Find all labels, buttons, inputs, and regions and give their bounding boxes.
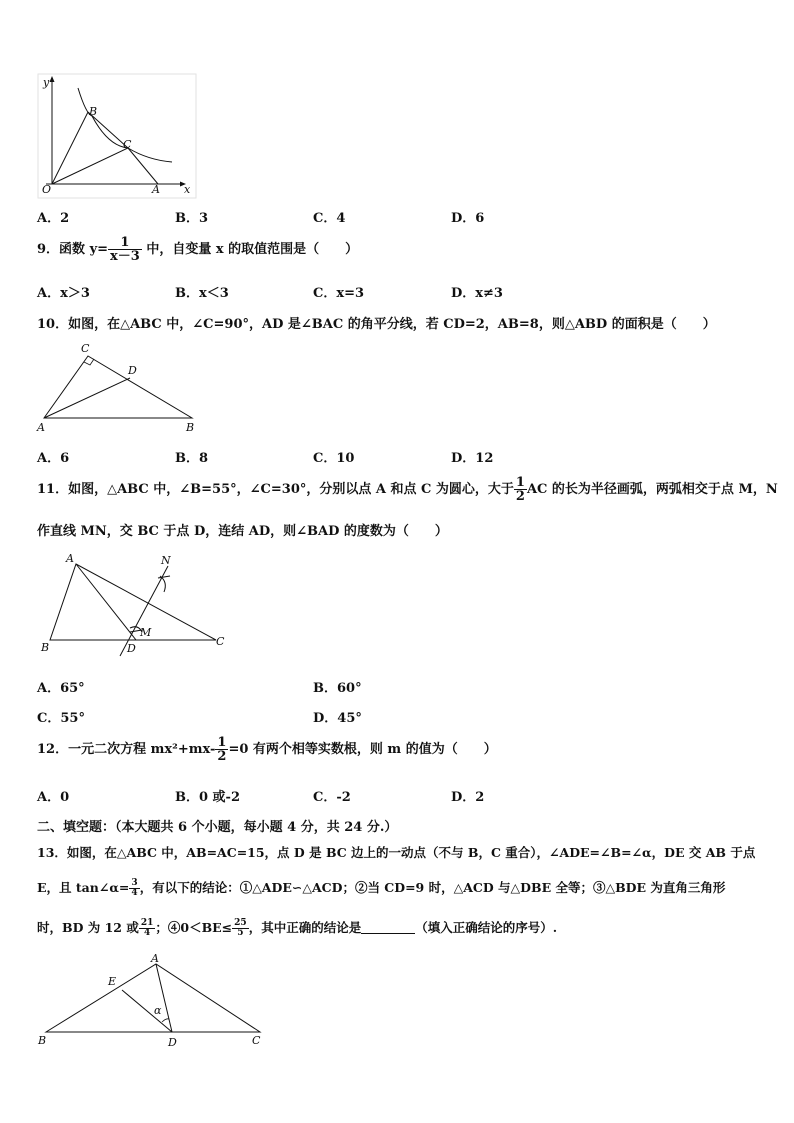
q13-question-line1: 13．如图，在△ABC 中，AB=AC=15，点 D 是 BC 边上的一动点（不与 B，C 重合），∠ADE=∠B=∠α，DE 交 AB 于点 [37,845,756,860]
q9-suffix: 中，自变量 x 的取值范围是（ ） [141,242,359,257]
q11-option-a: A．65° [37,681,85,696]
q9-fraction [108,236,142,263]
q11-question-line2: 作直线 MN，交 BC 于点 D，连结 AD，则∠BAD 的度数为（ ） [37,524,448,539]
q12-option-c: C．-2 [313,790,351,805]
q13-bd-numerator: 21 [140,918,154,928]
q11-line1-suffix: AC 的长为半径画弧，两弧相交于点 M，N [526,482,778,497]
q11-label-a: A [66,552,74,565]
q8-option-d: D．6 [451,211,485,226]
q12-option-b: B．0 或-2 [175,790,241,805]
q13-segment-ad [156,964,172,1032]
q13-line2-b: ，有以下的结论：①△ADE∽△ACD；②当 CD=9 时，△ACD 与△DBE 全等；③△BDE 为直角三角形 [139,880,726,895]
q9-fraction-denominator: x－3 [110,249,140,264]
q13-be-numerator: 25 [234,918,247,928]
q11-option-b: B．60° [313,681,362,696]
q10-label-b: B [186,421,195,434]
q13-be-fraction [232,919,249,938]
q13-label-a: A [151,952,159,965]
q11-label-d: D [127,642,136,655]
q13-tan-denominator: 4 [131,888,138,898]
q11-line1-prefix: 11．如图，△ABC 中，∠B=55°，∠C=30°，分别以点 A 和点 C 为圆心，大于 [37,482,514,497]
q13-triangle-figure [34,950,274,1050]
q10-option-a: A．6 [37,451,70,466]
q10-bisector-ad [44,378,130,418]
q8-label-o: O [42,183,52,196]
q11-fraction [514,476,527,503]
q11-fraction-denominator: 2 [515,489,525,504]
q13-line3-b: ；④0＜BE≤ [155,920,233,935]
q8-label-x: x [184,183,191,196]
q8-graph-figure [30,72,200,200]
q13-question-line2 [37,878,725,898]
q8-label-b: B [89,105,98,118]
q8-segment-oc [52,148,128,184]
q9-option-d: D．x≠3 [451,286,503,301]
q11-label-n: N [161,554,171,567]
q8-option-b: B．3 [175,211,209,226]
section2-heading: 二、填空题：（本大题共 6 个小题，每小题 4 分，共 24 分.） [37,820,398,835]
q9-fraction-numerator: 1 [108,236,142,250]
q10-option-b: B．8 [175,451,209,466]
q9-prefix: 9．函数 y= [37,242,109,257]
q11-label-b: B [41,641,50,654]
q10-option-d: D．12 [451,451,494,466]
q13-answer-blank[interactable] [361,921,415,934]
q13-segment-de [122,990,172,1032]
q9-option-c: C．x=3 [313,286,365,301]
q10-label-a: A [37,421,45,434]
q11-label-c: C [216,635,225,648]
q8-label-a: A [152,183,160,196]
q13-question-line3 [37,918,557,938]
q13-line2-a: E，且 tan∠α= [37,880,130,895]
q12-fraction-denominator: 2 [217,749,227,764]
q12-question [37,736,497,763]
q13-line3-d: （填入正确结论的序号）. [415,920,558,935]
q10-triangle-figure [34,336,204,434]
q11-segment-ad [76,564,136,640]
q10-option-c: C．10 [313,451,355,466]
q13-line3-c: ，其中正确的结论是 [248,920,362,935]
q8-segment-ca [128,148,158,184]
q13-label-b: B [38,1034,47,1047]
q12-suffix: =0 有两个相等实数根，则 m 的值为（ ） [228,742,497,757]
q9-option-a: A．x＞3 [37,286,90,301]
q12-prefix: 12．一元二次方程 mx²+mx- [37,742,216,757]
q10-label-d: D [128,364,137,377]
q13-tan-numerator: 3 [131,878,138,888]
q8-segment-ob [52,112,88,184]
q13-be-denominator: 5 [237,928,244,938]
q8-option-c: C．4 [313,211,346,226]
q11-label-m: M [140,626,152,639]
q11-triangle-abc [50,564,216,640]
q11-option-d: D．45° [313,711,362,726]
q8-option-a: A．2 [37,211,70,226]
q11-question-line1 [37,476,778,503]
q12-fraction-numerator: 1 [217,735,227,750]
q11-fraction-numerator: 1 [515,475,525,490]
q13-tan-fraction [129,879,139,898]
q13-label-c: C [252,1034,261,1047]
q8-label-y: y [43,76,50,89]
q13-label-e: E [108,975,117,988]
q13-line3-a: 时，BD 为 12 或 [37,920,139,935]
q13-angle-alpha-arc [162,1019,169,1022]
q10-label-c: C [81,342,90,355]
q12-option-a: A．0 [37,790,70,805]
q13-label-d: D [168,1036,177,1049]
q13-triangle-abc [46,964,260,1032]
q8-label-c: C [123,138,132,151]
q10-triangle-abc [44,356,192,418]
q8-y-arrow [50,76,55,82]
q13-label-alpha: α [154,1004,162,1017]
q12-fraction [215,736,228,763]
q11-arc-n [160,576,165,592]
q12-option-d: D．2 [451,790,485,805]
q9-option-b: B．x＜3 [175,286,229,301]
q13-bd-denominator: 4 [143,928,151,938]
q11-option-c: C．55° [37,711,85,726]
q13-bd-fraction [139,919,156,938]
q9-question [37,236,358,263]
q11-construction-figure [34,552,234,662]
q10-question: 10．如图，在△ABC 中，∠C=90°，AD 是∠BAC 的角平分线，若 CD=2，AB=8，则△ABD 的面积是（ ） [37,317,716,332]
